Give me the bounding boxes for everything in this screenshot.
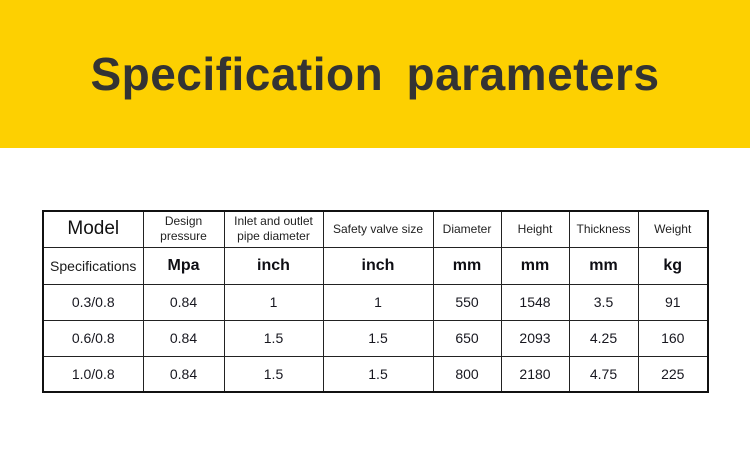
header-cell-model: Model	[43, 211, 143, 247]
cell-weight: 91	[638, 284, 708, 320]
cell-diameter: 650	[433, 320, 501, 356]
cell-pipe-diameter: 1.5	[224, 320, 323, 356]
table-units-row	[43, 247, 708, 284]
units-cell-inch-2: inch	[323, 247, 433, 284]
units-cell-mpa: Mpa	[143, 247, 224, 284]
page-title: Specification parameters	[90, 48, 660, 100]
cell-pipe-diameter: 1.5	[224, 356, 323, 392]
table-row	[43, 284, 708, 320]
table-row	[43, 356, 708, 392]
header-cell-thickness: Thickness	[569, 211, 638, 247]
cell-model: 0.6/0.8	[43, 320, 143, 356]
cell-height: 1548	[501, 284, 569, 320]
cell-model: 0.3/0.8	[43, 284, 143, 320]
cell-design-pressure: 0.84	[143, 320, 224, 356]
units-cell-mm-2: mm	[501, 247, 569, 284]
title-banner	[0, 0, 750, 148]
cell-pipe-diameter: 1	[224, 284, 323, 320]
cell-model: 1.0/0.8	[43, 356, 143, 392]
units-cell-mm-1: mm	[433, 247, 501, 284]
cell-diameter: 550	[433, 284, 501, 320]
units-cell-specifications: Specifications	[43, 247, 143, 284]
table-header-row	[43, 211, 708, 247]
header-cell-height: Height	[501, 211, 569, 247]
cell-weight: 160	[638, 320, 708, 356]
units-cell-kg: kg	[638, 247, 708, 284]
cell-design-pressure: 0.84	[143, 284, 224, 320]
header-cell-diameter: Diameter	[433, 211, 501, 247]
cell-safety-valve-size: 1.5	[323, 320, 433, 356]
cell-design-pressure: 0.84	[143, 356, 224, 392]
units-cell-inch-1: inch	[224, 247, 323, 284]
cell-thickness: 3.5	[569, 284, 638, 320]
cell-safety-valve-size: 1	[323, 284, 433, 320]
header-cell-weight: Weight	[638, 211, 708, 247]
units-cell-mm-3: mm	[569, 247, 638, 284]
specification-table	[42, 210, 709, 393]
cell-thickness: 4.75	[569, 356, 638, 392]
cell-safety-valve-size: 1.5	[323, 356, 433, 392]
header-cell-pipe-diameter: Inlet and outlet pipe diameter	[224, 211, 323, 247]
header-cell-design-pressure: Design pressure	[143, 211, 224, 247]
header-cell-safety-valve-size: Safety valve size	[323, 211, 433, 247]
cell-weight: 225	[638, 356, 708, 392]
cell-thickness: 4.25	[569, 320, 638, 356]
table-row	[43, 320, 708, 356]
cell-height: 2180	[501, 356, 569, 392]
cell-height: 2093	[501, 320, 569, 356]
cell-diameter: 800	[433, 356, 501, 392]
